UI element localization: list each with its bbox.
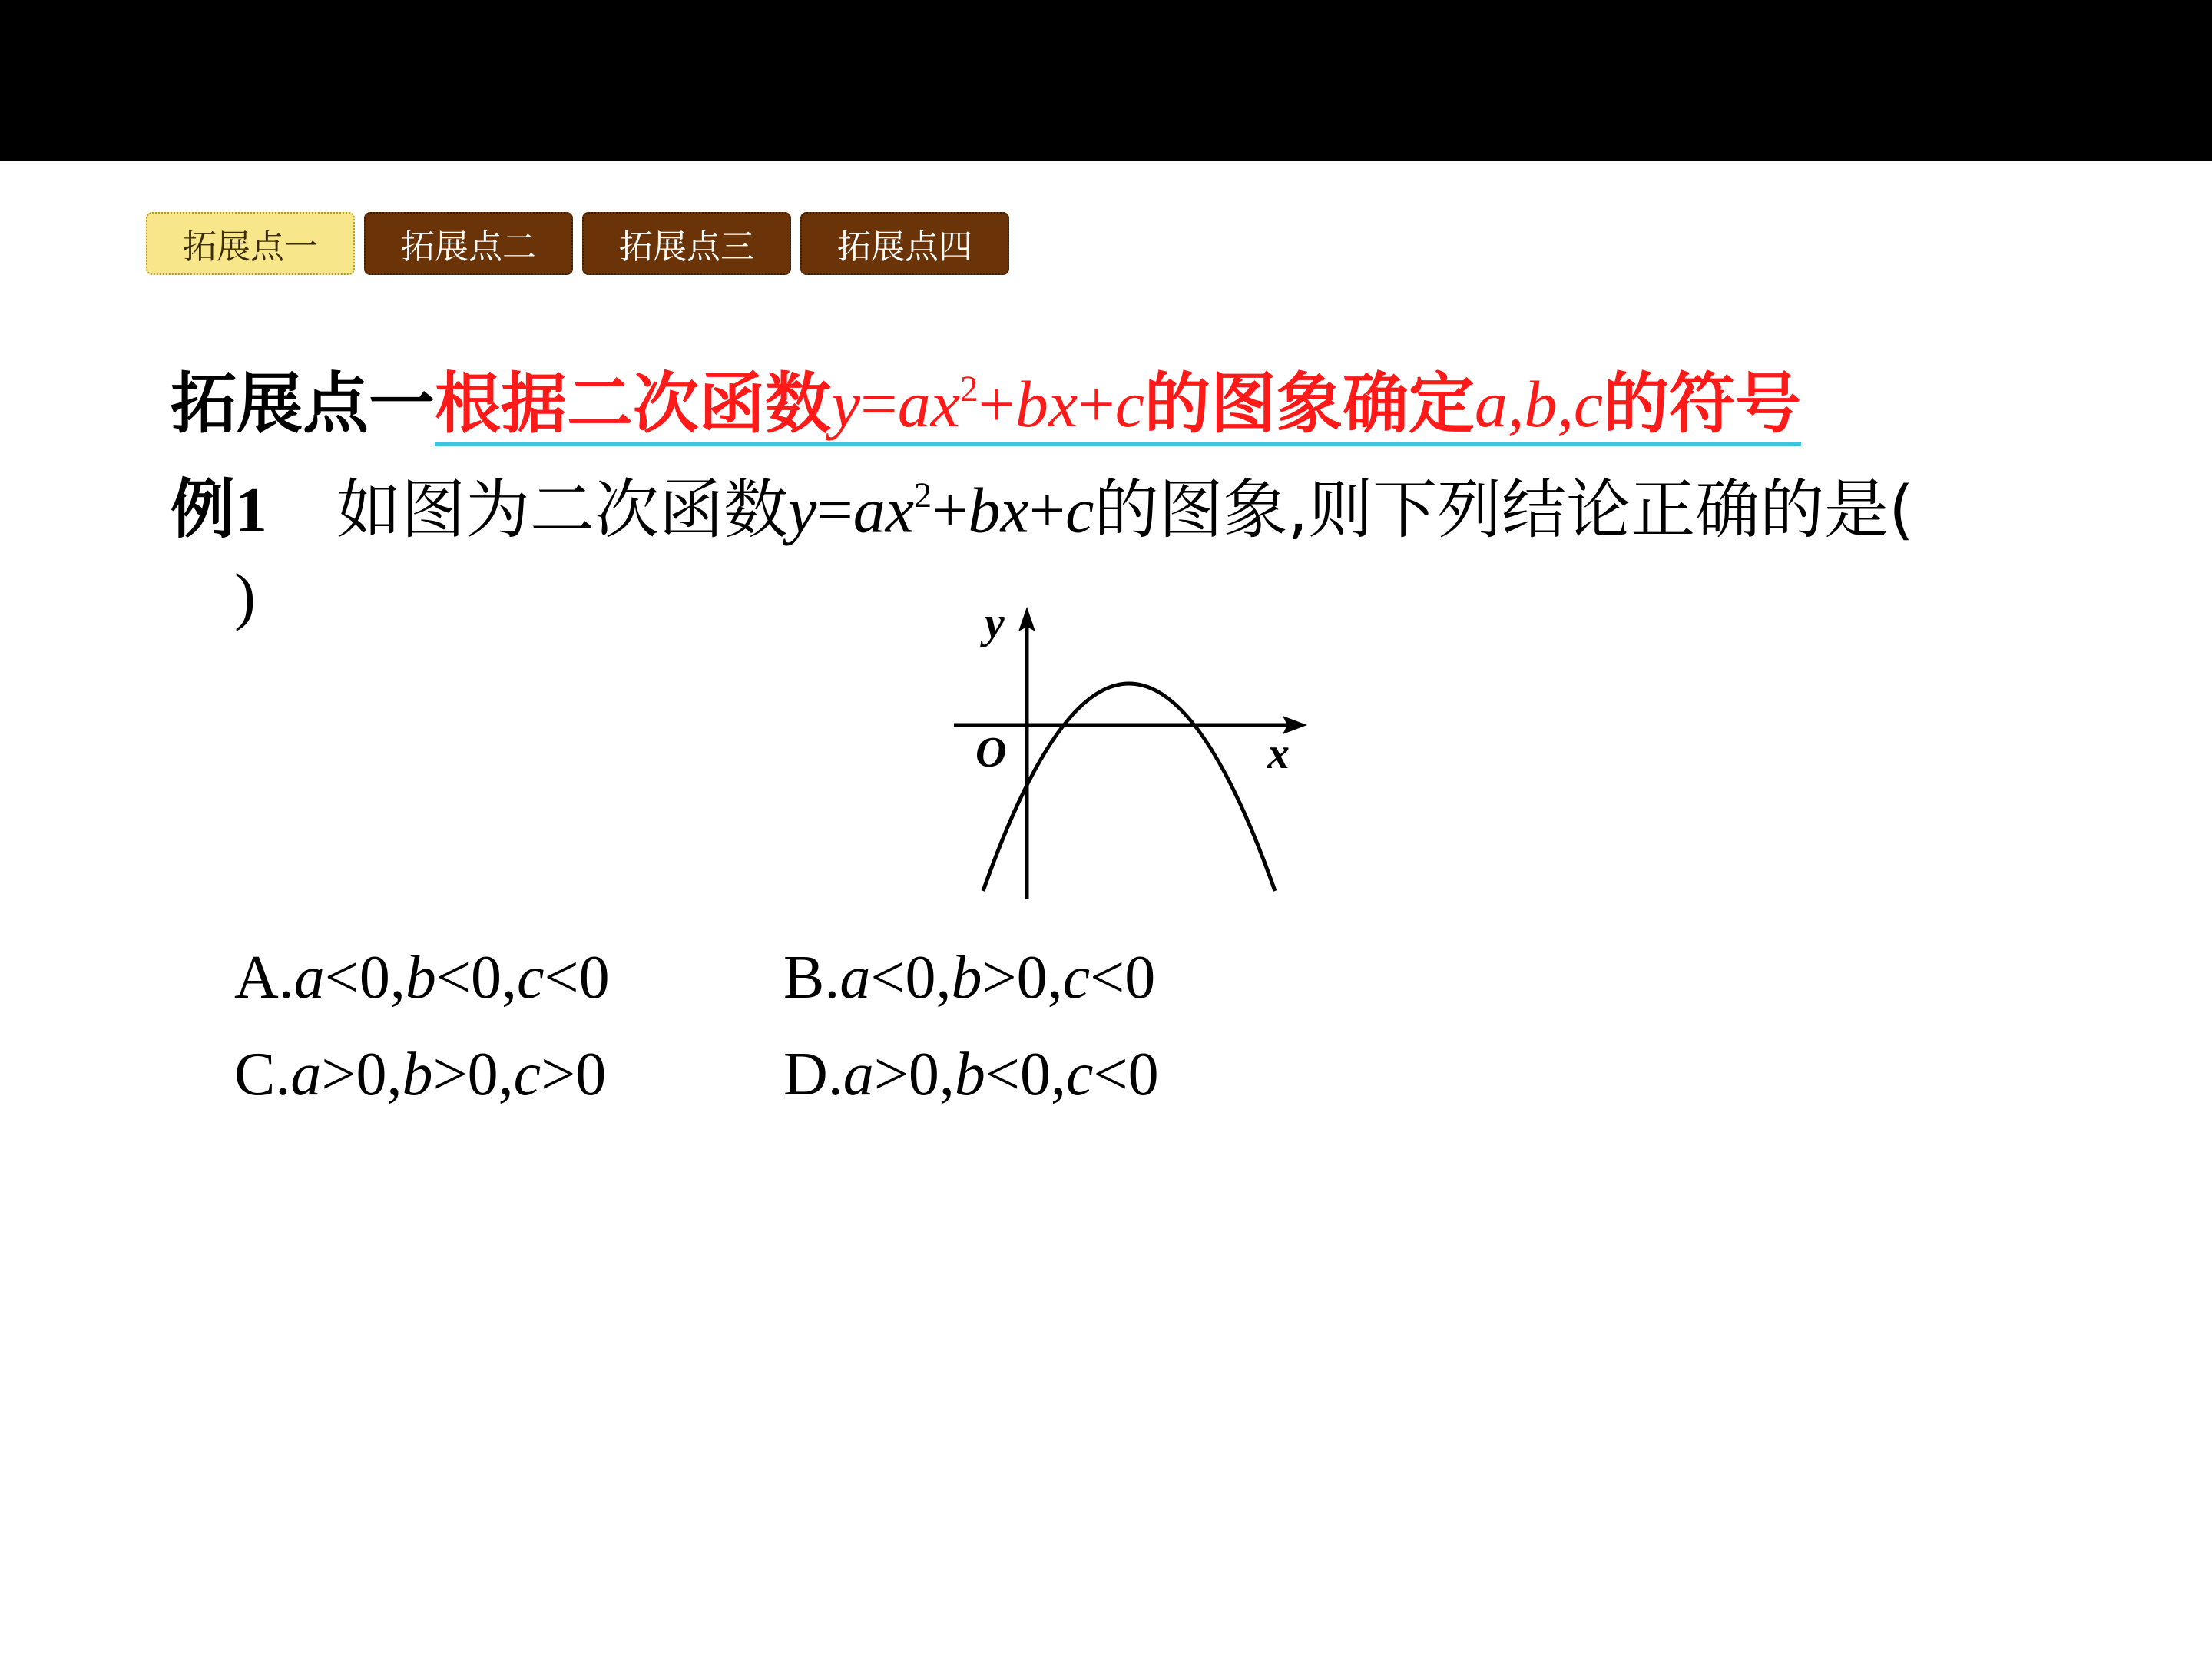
options-row-1: [234, 929, 1333, 1026]
parabola-figure: [945, 599, 1313, 906]
heading-topic-link[interactable]: [435, 367, 1801, 446]
question-plus-2: +: [1028, 475, 1066, 547]
topic-var-bx: bx: [1015, 367, 1078, 442]
topic-tabs: [146, 212, 1009, 275]
tab-topic-1[interactable]: 拓展点一: [146, 212, 355, 275]
origin-label: O: [975, 729, 1007, 777]
option-sign-c: >0: [541, 1041, 607, 1108]
option-sign-c: <0: [1093, 1041, 1159, 1108]
question-var-ax: ax: [853, 475, 914, 547]
option-var-c: c: [513, 1041, 541, 1108]
option-sign-a: >0,: [873, 1041, 955, 1108]
option-sign-b: <0,: [985, 1041, 1067, 1108]
question-equals: =: [816, 475, 853, 547]
option-b[interactable]: [783, 929, 1333, 1026]
question-text: [171, 445, 2106, 561]
question-var-y: y: [788, 475, 817, 547]
top-black-bar: [0, 0, 2212, 161]
option-var-c: c: [1066, 1041, 1094, 1108]
option-var-a: a: [293, 944, 325, 1012]
question-exponent: 2: [914, 475, 932, 515]
question-text-1: 如图为二次函数: [336, 472, 789, 548]
topic-text-3: 的符号: [1603, 366, 1802, 443]
option-var-b: b: [402, 1041, 433, 1108]
option-sign-a: <0,: [324, 944, 406, 1012]
topic-var-c: c: [1114, 367, 1144, 442]
topic-var-abc: a,b,c: [1474, 367, 1604, 442]
option-sign-c: <0: [544, 944, 610, 1012]
question-close-paren: ): [234, 561, 256, 632]
question-text-2: 的图象,则下列结论正确的是(: [1094, 472, 1914, 548]
topic-text-2: 的图象确定: [1144, 366, 1475, 443]
question-var-c: c: [1065, 475, 1094, 547]
question-var-bx: bx: [968, 475, 1029, 547]
option-letter: C.: [234, 1041, 291, 1108]
option-var-b: b: [954, 1041, 985, 1108]
option-sign-a: <0,: [870, 944, 952, 1012]
heading-prefix: 拓展点一: [171, 366, 435, 443]
option-var-b: b: [405, 944, 436, 1012]
option-var-a: a: [290, 1041, 322, 1108]
option-var-b: b: [951, 944, 982, 1012]
topic-var-ax: ax: [897, 367, 960, 442]
option-var-c: c: [517, 944, 545, 1012]
topic-var-y: y: [831, 367, 861, 442]
topic-plus-2: +: [1078, 367, 1115, 442]
option-var-a: a: [839, 944, 871, 1012]
option-sign-b: <0,: [435, 944, 518, 1012]
section-heading: [171, 347, 1801, 446]
question-plus-1: +: [932, 475, 969, 547]
y-axis-label: y: [985, 599, 1005, 647]
option-sign-b: >0,: [432, 1041, 514, 1108]
option-sign-c: <0: [1090, 944, 1156, 1012]
x-axis-label: x: [1267, 728, 1290, 778]
topic-plus-1: +: [978, 367, 1016, 442]
example-label: 例1: [171, 475, 268, 547]
option-c[interactable]: [234, 1026, 783, 1123]
option-letter: A.: [234, 944, 294, 1012]
option-sign-a: >0,: [321, 1041, 402, 1108]
option-letter: D.: [783, 1041, 843, 1108]
option-var-c: c: [1062, 944, 1091, 1012]
option-d[interactable]: [783, 1026, 1333, 1123]
tab-topic-2[interactable]: 拓展点二: [364, 212, 573, 275]
tab-topic-4[interactable]: 拓展点四: [800, 212, 1009, 275]
option-a[interactable]: [234, 929, 783, 1026]
tab-topic-3[interactable]: 拓展点三: [582, 212, 791, 275]
answer-options: [234, 929, 1333, 1123]
option-var-a: a: [843, 1041, 874, 1108]
option-sign-b: >0,: [982, 944, 1063, 1012]
topic-text-1: 根据二次函数: [435, 366, 831, 443]
options-row-2: [234, 1026, 1333, 1123]
topic-equals: =: [860, 367, 898, 442]
option-letter: B.: [783, 944, 840, 1012]
topic-exponent: 2: [959, 369, 979, 409]
